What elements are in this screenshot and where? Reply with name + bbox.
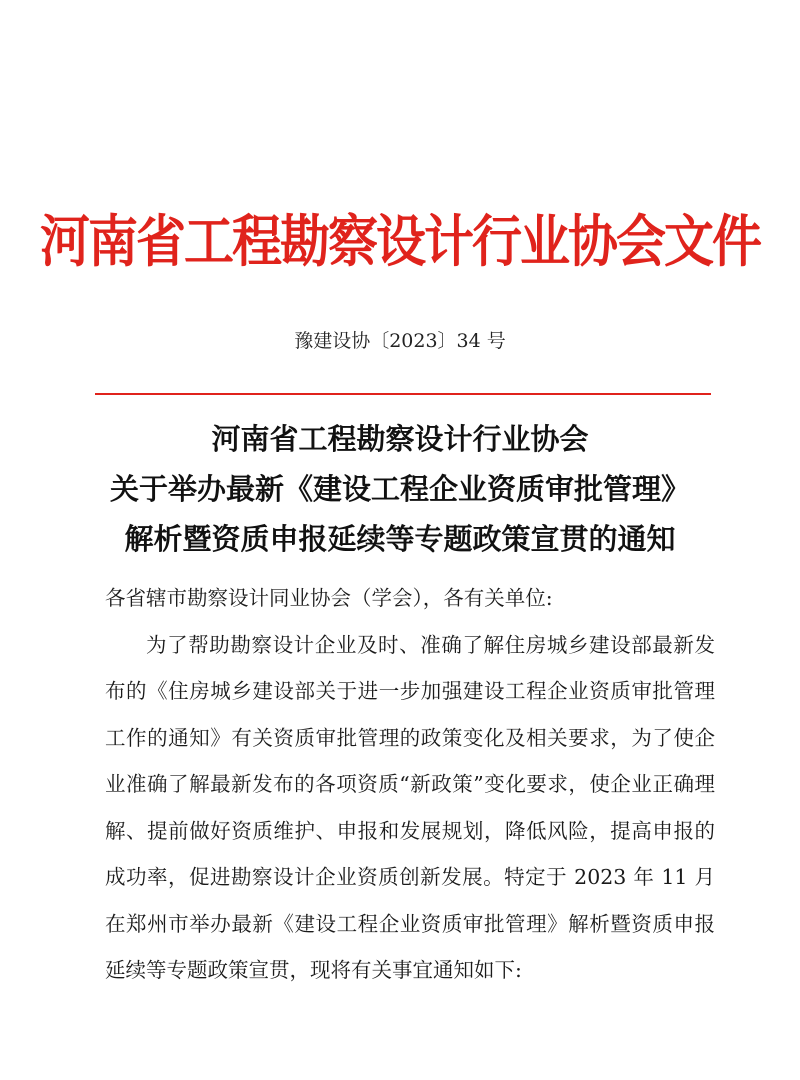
notice-title-line-1: 河南省工程勘察设计行业协会 bbox=[211, 422, 589, 456]
document-body bbox=[105, 575, 715, 994]
salutation: 各省辖市勘察设计同业协会（学会），各有关单位: bbox=[105, 586, 553, 610]
notice-title bbox=[0, 414, 800, 564]
red-divider-line bbox=[95, 393, 711, 395]
notice-title-line-2: 关于举办最新《建设工程企业资质审批管理》 bbox=[109, 472, 690, 506]
body-paragraph: 为了帮助勘察设计企业及时、准确了解住房城乡建设部最新发布的《住房城乡建设部关于进一步加强建设工程企业资质审批管理工作的通知》有关资质审批管理的政策变化及相关要求，为了使企业准确了解最新发布的各项资质“新政策”变化要求，使企业正确理解、提前做好资质维护、申报和发展规划，降低风险，提高申报的成功率，促进勘察设计企业资质创新发展。特定于 2023 年 11 月在郑州市举办最新《建设工程企业资质审批管理》解析暨资质申报延续等专题政策宣贯，现将有关事宜通知如下: bbox=[105, 632, 715, 982]
masthead-title: 河南省工程勘察设计行业协会文件 bbox=[40, 209, 760, 275]
document-number: 豫建设协〔2023〕34 号 bbox=[294, 330, 506, 352]
notice-title-line-3: 解析暨资质申报延续等专题政策宣贯的通知 bbox=[124, 522, 676, 556]
